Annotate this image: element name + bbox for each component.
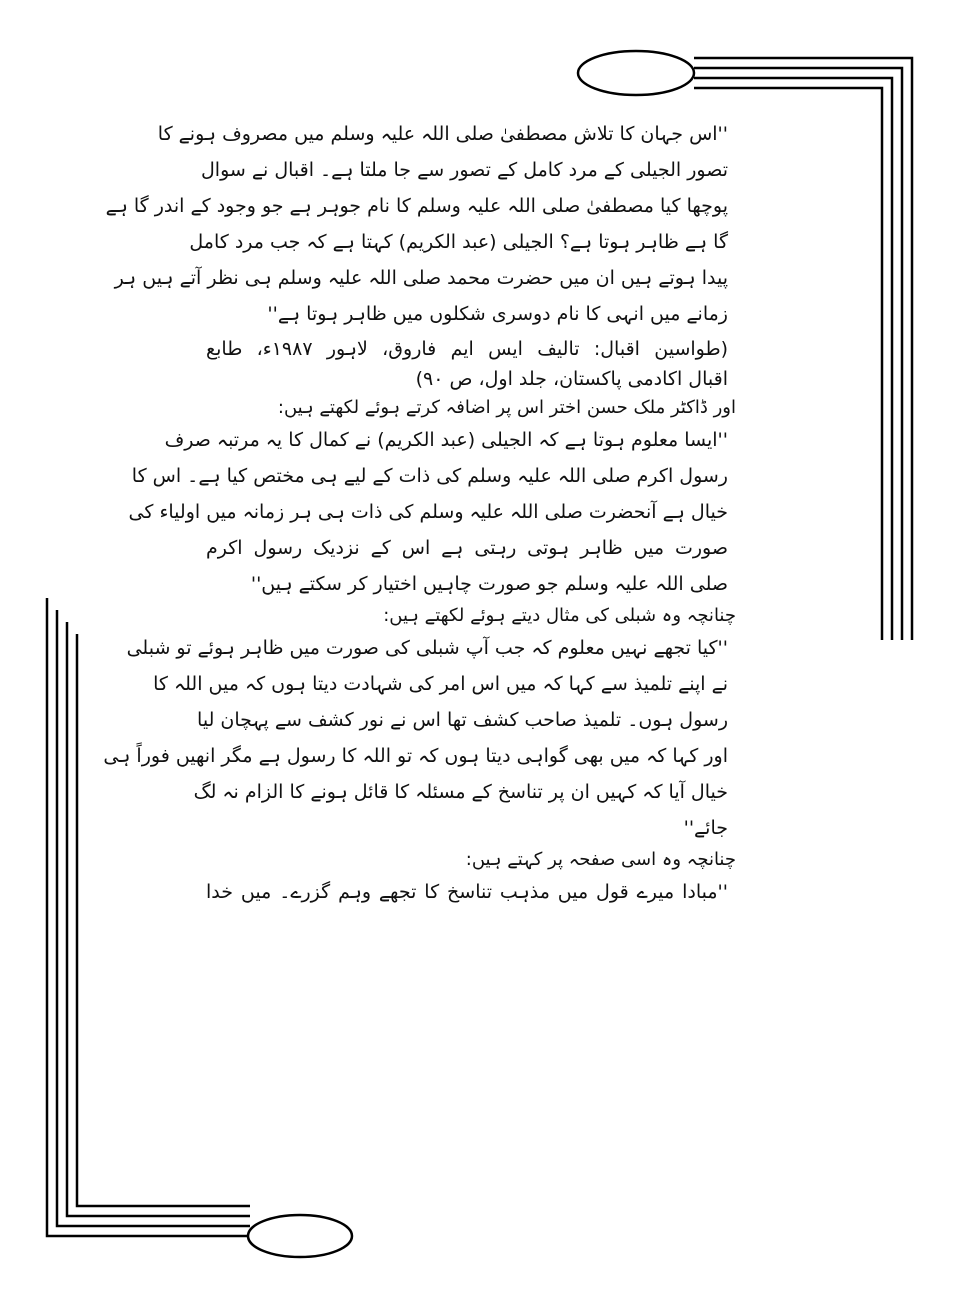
text-line: خیال آیا کہ کہیں ان پر تناسخ کے مسئلہ کا قائل ہونے کا الزام نہ لگ: [193, 781, 728, 803]
text-line: ''کیا تجھے نہیں معلوم کہ جب آپ شبلی کی صورت میں ظاہر ہوئے تو شبلی: [126, 637, 728, 659]
quote-paragraph-2: [128, 422, 728, 602]
quote-paragraph-4: [206, 874, 728, 910]
quote-paragraph-3: [103, 630, 728, 846]
text-line: گا ہے ظاہر ہوتا ہے؟ الجیلی (عبد الکریم) کہتا ہے کہ جب مرد کامل: [189, 231, 728, 253]
text-line: ''اس جہان کا تلاش مصطفیٰ صلی اللہ علیہ وسلم میں مصروف ہونے کا: [157, 123, 728, 145]
bottom-ornament-oval: [248, 1215, 352, 1257]
page-body: [103, 116, 736, 1206]
text-line: نے اپنے تلمیذ سے کہا کہ میں اس امر کی شہادت دیتا ہوں کہ میں اللہ کا: [153, 673, 728, 695]
intro-line-3: چنانچہ وہ اسی صفحہ پر کہتے ہیں:: [465, 849, 736, 870]
text-line: پوچھا کیا مصطفیٰ صلی اللہ علیہ وسلم کا نام جوہر ہے جو وجود کے اندر گا ہے: [105, 195, 728, 217]
text-line: ''مبادا میرے قول میں مذہب تناسخ کا تجھے وہم گزرے۔ میں خدا: [206, 881, 728, 903]
text-line: تصور الجیلی کے مرد کامل کے تصور سے جا ملتا ہے۔ اقبال نے سوال: [201, 159, 728, 181]
intro-line-1: اور ڈاکٹر ملک حسن اختر اس پر اضافہ کرتے ہوئے لکھتے ہیں:: [277, 397, 736, 418]
intro-line-2: چنانچہ وہ شبلی کی مثال دیتے ہوئے لکھتے ہیں:: [383, 605, 736, 626]
text-line: صلی اللہ علیہ وسلم جو صورت چاہیں اختیار کر سکتے ہیں'': [250, 573, 728, 595]
citation-line: اقبال اکادمی پاکستان، جلد اول، ص ۹۰): [415, 368, 728, 390]
text-line: ''ایسا معلوم ہوتا ہے کہ الجیلی (عبد الکریم) نے کمال کا یہ مرتبہ صرف: [164, 429, 728, 451]
text-line: زمانے میں انہی کا نام دوسری شکلوں میں ظاہر ہوتا ہے'': [267, 303, 728, 325]
reference-citation: [206, 334, 728, 394]
text-line: رسول اکرم صلی اللہ علیہ وسلم کی ذات کے لیے ہی مختص کیا ہے۔ اس کا: [131, 465, 728, 487]
text-line: اور کہا کہ میں بھی گواہی دیتا ہوں کہ تو اللہ کا رسول ہے مگر انھیں فوراً ہی: [103, 745, 728, 767]
citation-line: (طواسین اقبال: تالیف ایس ایم فاروق، لاہور ۱۹۸۷ء، طابع: [206, 338, 729, 360]
text-line: رسول ہوں۔ تلمیذ صاحب کشف تھا اس نے نور کشف سے پہچان لیا: [197, 709, 728, 731]
top-ornament-oval: [578, 51, 694, 95]
text-line: خیال ہے آنحضرت صلی اللہ علیہ وسلم کی ذات ہی ہر زمانہ میں اولیاء کی: [128, 501, 728, 523]
text-line: صورت میں ظاہر ہوتی رہتی ہے اس کے نزدیک رسول اکرم: [206, 537, 728, 559]
text-line: پیدا ہوتے ہیں ان میں حضرت محمد صلی اللہ علیہ وسلم ہی نظر آتے ہیں ہر: [114, 267, 728, 289]
text-line: جائے'': [683, 817, 728, 839]
quote-paragraph-1: [105, 116, 728, 332]
